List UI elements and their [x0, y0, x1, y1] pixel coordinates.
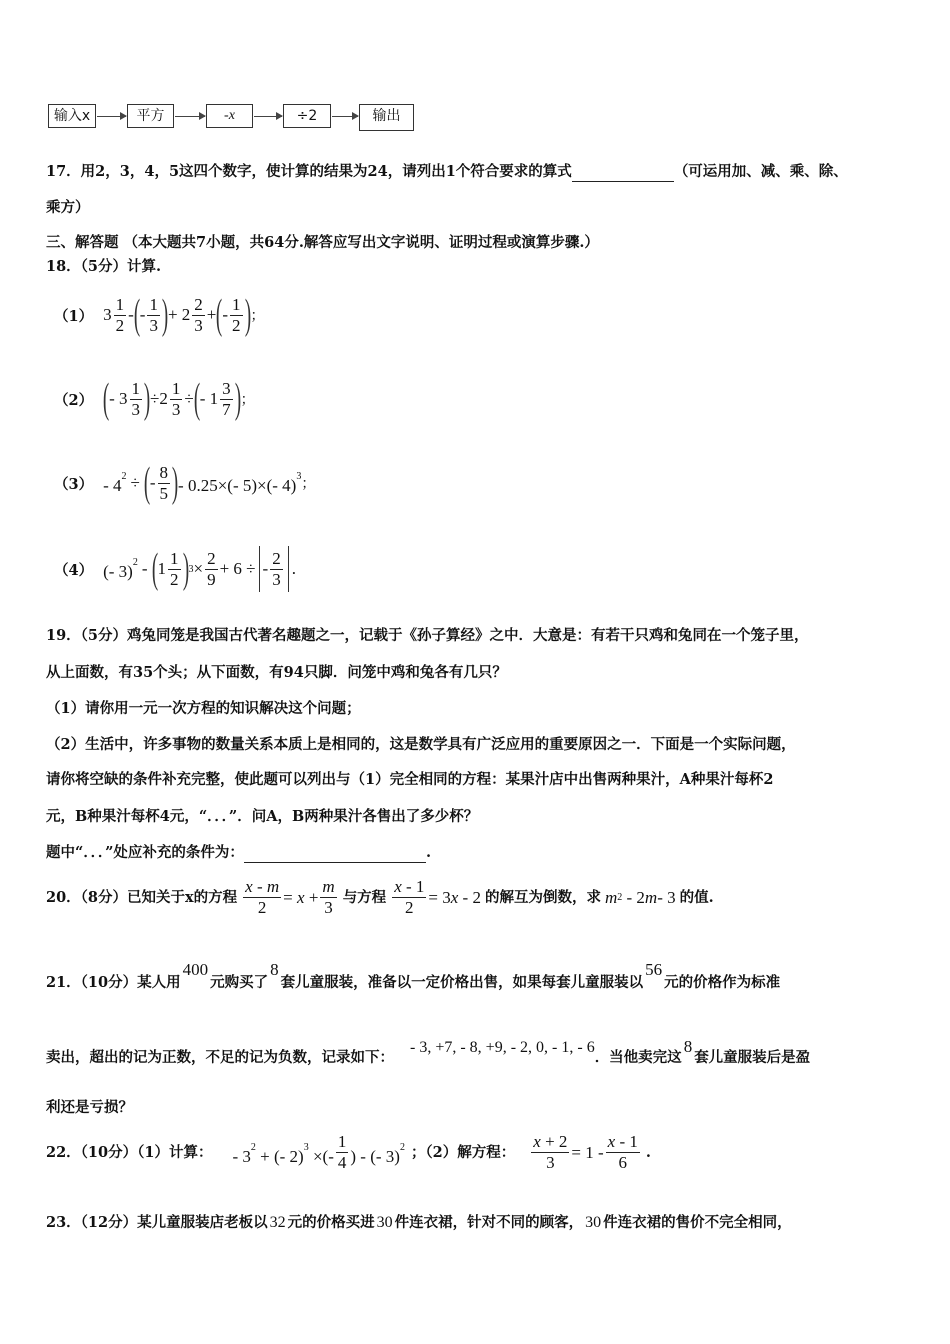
- q19-line1: 19．（5分）鸡兔同笼是我国古代著名趣题之一，记载于《孙子算经》之中．大意是：有若干只鸡和兔同在一个笼子里，: [46, 627, 809, 644]
- q21-line3: 利还是亏损？: [46, 1099, 133, 1116]
- q18-part1: （1） 3 $\frac{1}{2}$ - ( - $\frac{1}{3}$ ) + 2 $\frac{2}{3}$ + ( - $\frac{1}{2}$ ) ；: [54, 292, 265, 338]
- q18-title: 18．（5分）计算.: [46, 258, 162, 275]
- q17-line2: 乘方）: [46, 199, 90, 216]
- q20: 20．（8分）已知关于x的方程 $\frac{x - m}{2}$ = x + $\frac{m}{3}$ 与方程 $\frac{x - 1}{2}$ = 3x - 2 的解互为倒数，求 m 2 - 2 m - 3 的值.: [46, 877, 714, 917]
- flow-arrow: [175, 116, 205, 117]
- flow-div-box: ÷2: [283, 104, 331, 128]
- q18-part4: （4） (- 3)$^2$ - ( 1 $\frac{1}{2}$ ) 3 × $\frac{2}{9}$ + 6 ÷ - $\frac{2}{3}$ .: [54, 546, 296, 592]
- q22: 22．（10分）（1）计算： - $3^2$ + (- 2)$^3$ ×(- $\frac{1}{4}$ ) - (- 3)$^2$ ；（2）解方程： $\frac{x + 2}{3}$ = 1 - $\frac{x - 1}{6}$ .: [46, 1132, 651, 1172]
- q19-line3: （1）请你用一元一次方程的知识解决这个问题；: [46, 700, 361, 717]
- q18-part2: （2） ( - 3 $\frac{1}{3}$ ) ÷2 $\frac{1}{3}$ ÷ ( - 1 $\frac{3}{7}$ ) ；: [54, 376, 255, 422]
- q18-part3: （3） - $4^2$ ÷ ( - $\frac{8}{5}$ ) - 0.25×(- 5)×(- 4)$^3$ ；: [54, 460, 316, 506]
- q17-line1: 17．用2，3，4，5这四个数字，使计算的结果为24，请列出1个符合要求的算式 （可运用加、减、乘、除、: [46, 163, 848, 180]
- flow-arrow: [332, 116, 358, 117]
- q21-line2: 卖出，超出的记为正数，不足的记为负数，记录如下：- 3, +7, - 8, +9, - 2, 0, - 1, - 6．当他卖完这8套儿童服装后是盈: [46, 1037, 811, 1066]
- section-heading: 三、解答题 （本大题共7小题，共64分.解答应写出文字说明、证明过程或演算步骤.）: [46, 234, 599, 251]
- q19-line5: 请你将空缺的条件补充完整，使此题可以列出与（1）完全相同的方程：某果汁店中出售两种果汁，A种果汁每杯2: [46, 771, 774, 788]
- flow-square-box: 平方: [127, 104, 174, 128]
- flow-input-box: 输入x: [48, 104, 96, 128]
- flow-output-box: 输出: [359, 104, 414, 131]
- q19-line4: （2）生活中，许多事物的数量关系本质上是相同的，这是数学具有广泛应用的重要原因之一．下面是一个实际问题，: [46, 736, 796, 753]
- q23-line1: 23．（12分）某儿童服装店老板以 32 元的价格买进 30 件连衣裙，针对不同的顾客， 30 件连衣裙的售价不完全相同，: [46, 1214, 792, 1231]
- flow-arrow: [254, 116, 282, 117]
- q19-line2: 从上面数，有35个头；从下面数，有94只脚．问笼中鸡和兔各有几只？: [46, 664, 507, 681]
- q21-line1: 21．（10分）某人用400元购买了8套儿童服装，准备以一定价格出售，如果每套儿童服装以56元的价格作为标准: [46, 960, 781, 991]
- flow-neg-box: -x: [206, 104, 253, 128]
- q19-line6: 元，B种果汁每杯4元，“．．．”．问A，B两种果汁各售出了多少杯？: [46, 808, 479, 825]
- flow-arrow: [97, 116, 126, 117]
- q19-line7: 题中“．．．”处应补充的条件为： .: [46, 844, 431, 861]
